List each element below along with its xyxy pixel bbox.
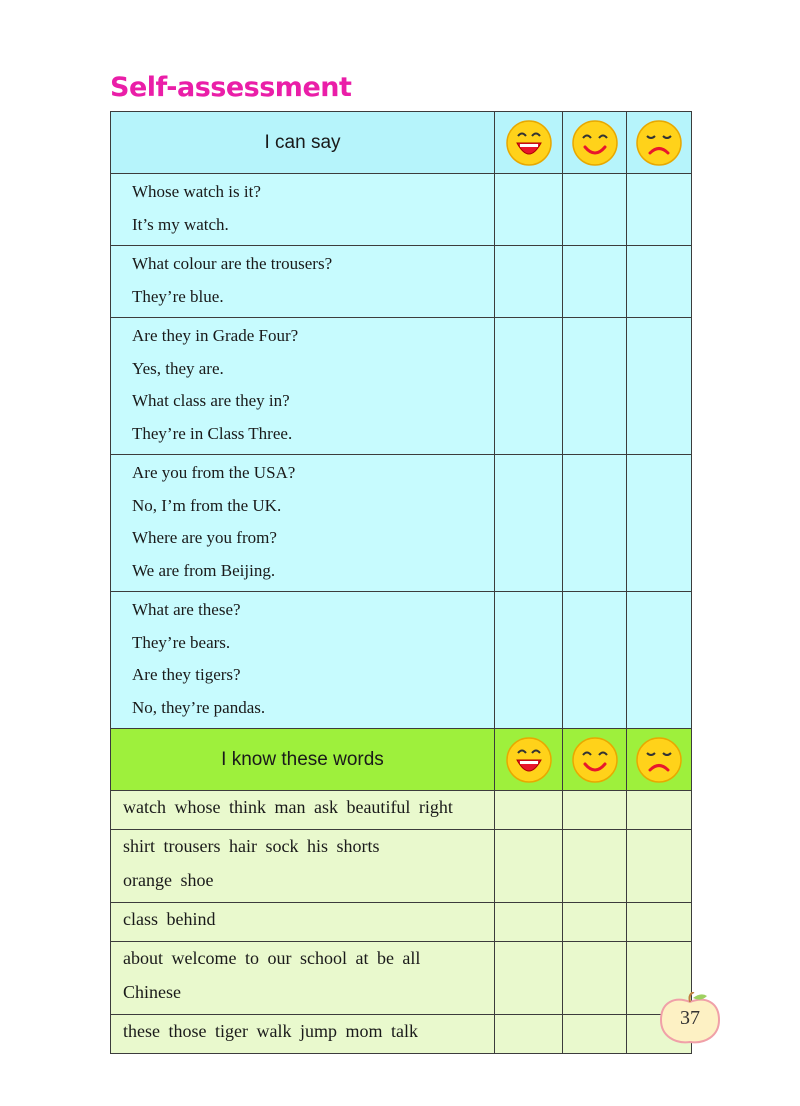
- sentence: No, they’re pandas.: [132, 697, 266, 717]
- rating-cell[interactable]: [627, 830, 692, 903]
- words-row: [111, 942, 692, 1015]
- sentence: What class are they in?: [132, 391, 290, 410]
- word-list: Chinese: [123, 982, 181, 1002]
- sentence: They’re blue.: [132, 286, 224, 306]
- can-say-header: I can say: [111, 112, 495, 174]
- sentence: Whose watch is it?: [132, 182, 261, 201]
- rating-cell[interactable]: [563, 246, 627, 318]
- rating-cell[interactable]: [627, 246, 692, 318]
- sentence: No, I’m from the UK.: [132, 495, 282, 515]
- sentence: Yes, they are.: [132, 358, 224, 378]
- rating-cell[interactable]: [563, 791, 627, 830]
- words-row: [111, 791, 692, 830]
- rating-cell[interactable]: [627, 791, 692, 830]
- sentence: Where are you from?: [132, 528, 277, 547]
- word-list: watch whose think man ask beautiful right: [123, 797, 453, 817]
- sentence: What colour are the trousers?: [132, 254, 333, 273]
- rating-cell[interactable]: [563, 174, 627, 246]
- rating-cell[interactable]: [627, 455, 692, 592]
- grin-face-icon: [495, 112, 563, 174]
- word-list: about welcome to our school at be all: [123, 948, 421, 968]
- rating-cell[interactable]: [495, 791, 563, 830]
- know-words-header-row: [111, 729, 692, 791]
- can-say-row: [111, 174, 692, 246]
- rating-cell[interactable]: [563, 942, 627, 1015]
- self-assessment-table: [110, 111, 692, 1054]
- can-say-row: [111, 455, 692, 592]
- can-say-row: [111, 318, 692, 455]
- page-title: Self-assessment: [110, 72, 352, 103]
- word-list: orange shoe: [123, 870, 214, 890]
- grin-face-icon: [495, 729, 563, 791]
- rating-cell[interactable]: [495, 942, 563, 1015]
- rating-cell[interactable]: [495, 455, 563, 592]
- smile-face-icon: [563, 729, 627, 791]
- sentence: Are they in Grade Four?: [132, 326, 299, 345]
- sentence: Are you from the USA?: [132, 463, 296, 482]
- word-list: class behind: [123, 909, 216, 929]
- rating-cell[interactable]: [495, 592, 563, 729]
- sentence: They’re bears.: [132, 632, 231, 652]
- can-say-row: [111, 592, 692, 729]
- rating-cell[interactable]: [627, 592, 692, 729]
- rating-cell[interactable]: [627, 903, 692, 942]
- sentence: Are they tigers?: [132, 665, 241, 684]
- rating-cell[interactable]: [627, 174, 692, 246]
- sentence: It’s my watch.: [132, 214, 229, 234]
- rating-cell[interactable]: [495, 830, 563, 903]
- rating-cell[interactable]: [495, 174, 563, 246]
- word-list: these those tiger walk jump mom talk: [123, 1021, 418, 1041]
- sentence: What are these?: [132, 600, 241, 619]
- words-row: [111, 830, 692, 903]
- can-say-header-row: [111, 112, 692, 174]
- page-number: 37: [680, 1007, 700, 1029]
- rating-cell[interactable]: [563, 1015, 627, 1054]
- rating-cell[interactable]: [495, 1015, 563, 1054]
- sad-face-icon: [627, 729, 692, 791]
- smile-face-icon: [563, 112, 627, 174]
- rating-cell[interactable]: [563, 830, 627, 903]
- word-list: shirt trousers hair sock his shorts: [123, 836, 380, 856]
- sentence: We are from Beijing.: [132, 560, 276, 580]
- rating-cell[interactable]: [563, 318, 627, 455]
- rating-cell[interactable]: [563, 592, 627, 729]
- words-row: [111, 903, 692, 942]
- rating-cell[interactable]: [627, 318, 692, 455]
- can-say-row: [111, 246, 692, 318]
- sentence: They’re in Class Three.: [132, 423, 293, 443]
- rating-cell[interactable]: [495, 903, 563, 942]
- rating-cell[interactable]: [563, 903, 627, 942]
- sad-face-icon: [627, 112, 692, 174]
- words-row: [111, 1015, 692, 1054]
- rating-cell[interactable]: [495, 246, 563, 318]
- rating-cell[interactable]: [563, 455, 627, 592]
- rating-cell[interactable]: [495, 318, 563, 455]
- know-words-header: I know these words: [111, 729, 495, 791]
